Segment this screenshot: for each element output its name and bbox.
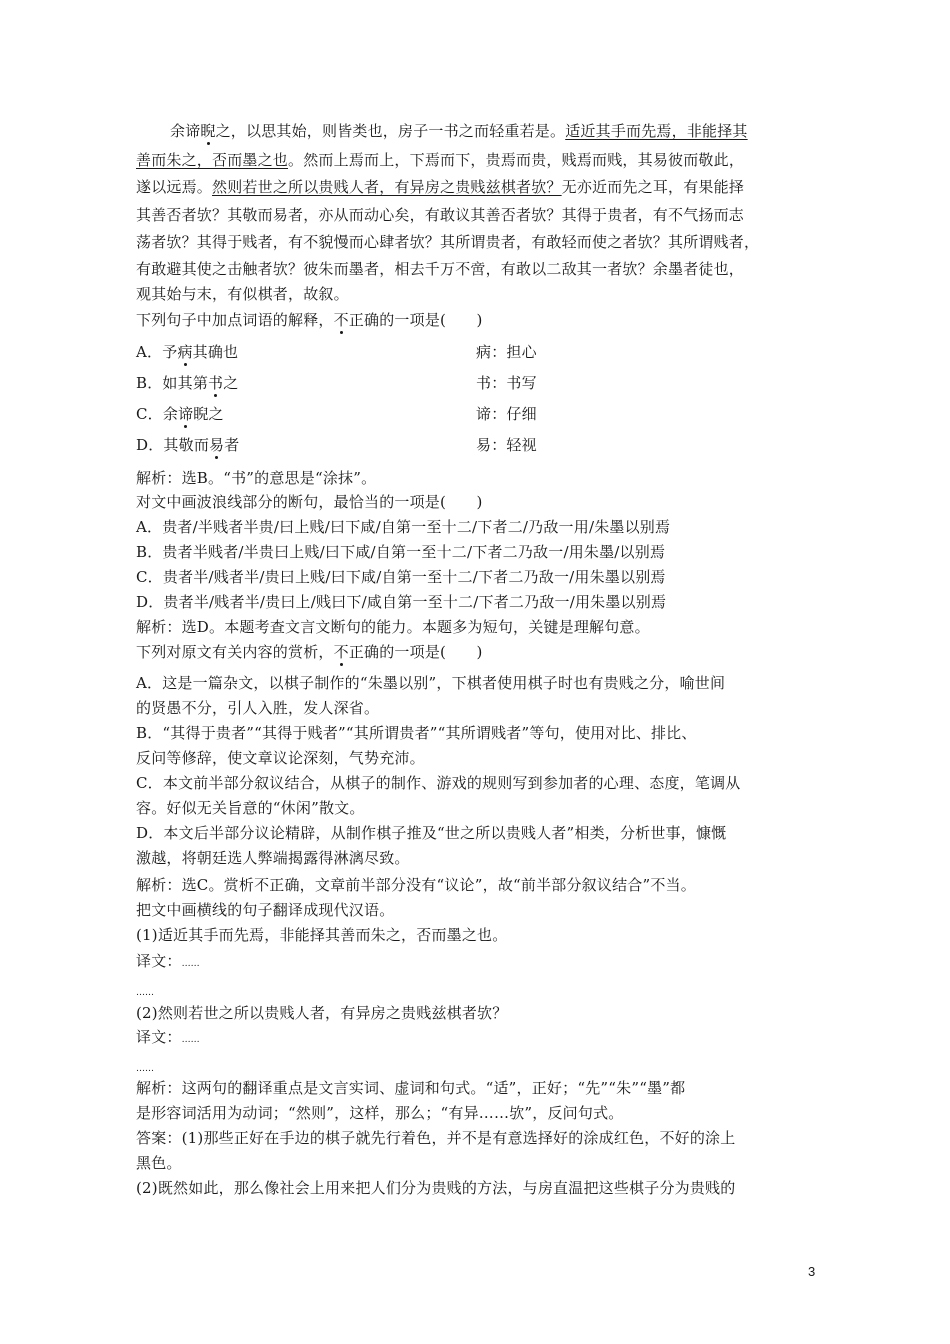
question-1-option-c	[136, 402, 818, 426]
option-label: A．予	[136, 343, 178, 361]
question-2-option-b: B．贵者半贱者/半贵曰上贱/曰下咸/自第一至十二/下者二乃敌一/用朱墨/以别焉	[136, 543, 666, 561]
text: 。然而上焉而上，下焉而下，贵焉而贵，贱焉而贱，其易彼而敬此，	[288, 151, 745, 169]
passage-line: 荡者欤？其得于贱者，有不貌慢而心肆者欤？其所谓贵者，有敢轻而使之者欤？其所谓贱者，	[136, 233, 760, 251]
translation-label: 译文：	[136, 1028, 182, 1046]
text: 其确也	[192, 343, 239, 361]
translation-2	[136, 1025, 818, 1052]
page-number: 3	[808, 1264, 816, 1279]
question-2-option-c: C．贵者半/贱者半/贵曰上贱/曰下咸/自第一至十二/下者二乃敌一/用朱墨以别焉	[136, 568, 666, 586]
answer-blank[interactable]: ……	[136, 988, 154, 998]
question-4-answer: (2)既然如此，那么像社会上用来把人们分为贵贱的方法，与房直温把这些棋子分为贵贱的	[136, 1179, 736, 1197]
text: 下列对原文有关内容的赏析，	[136, 643, 334, 661]
question-3-option-line: A．这是一篇杂文，以棋子制作的“朱墨以别”，下棋者使用棋子时也有贵贱之分，喻世间	[136, 674, 726, 692]
question-2-stem: 对文中画波浪线部分的断句，最恰当的一项是( )	[136, 493, 483, 511]
text: 睨之	[193, 405, 224, 423]
sentence-2: (2)然则若世之所以贵贱人者，有异房之贵贱兹棋者欤？	[136, 1004, 508, 1022]
option-gloss: 谛：仔细	[476, 405, 537, 423]
question-3-stem	[136, 640, 818, 664]
passage-line: 观其始与末，有似棋者，故叙。	[136, 285, 349, 303]
text: 者	[224, 436, 240, 454]
text: 之	[223, 374, 239, 392]
question-4-analysis: 解析：这两句的翻译重点是文言实词、虚词和句式。“适”，正好；“先”“朱”“墨”都	[136, 1079, 686, 1097]
answer-blank[interactable]: ……	[136, 1064, 154, 1074]
text: 无亦近而先之耳，有果能择	[561, 178, 745, 196]
text: 遂以远焉。	[136, 178, 213, 196]
text: 之，以思其始，则皆类也，房子一书之而轻重若是。	[215, 122, 566, 140]
translation-label: 译文：	[136, 952, 182, 970]
dotted-char: 谛	[178, 405, 194, 423]
text: 下列句子中加点词语的解释，	[136, 311, 334, 329]
option-gloss: 易：轻视	[476, 436, 537, 454]
dotted-char: 不	[333, 643, 349, 661]
question-1-analysis: 解析：选B。“书”的意思是“涂抹”。	[136, 469, 377, 487]
passage-line: 其善否者欤？其敬而易者，亦从而动心矣，有敢议其善否者欤？其得于贵者，有不气扬而志	[136, 206, 745, 224]
question-1-option-a	[136, 340, 818, 364]
dotted-char: 书	[208, 374, 224, 392]
question-1-option-d	[136, 433, 818, 457]
question-1-stem	[136, 308, 818, 332]
option-gloss: 书：书写	[476, 374, 537, 392]
underlined-sentence: 然则若世之所以贵贱人者，有异房之贵贱兹棋者欤？	[212, 178, 562, 196]
question-1-option-b	[136, 371, 818, 395]
question-2-option-a: A．贵者/半贱者半贵/曰上贱/曰下咸/自第一至十二/下者二/乃敌一用/朱墨以别焉	[136, 518, 671, 536]
option-label: B．如其第	[136, 374, 209, 392]
underlined-sentence: 善而朱之，否而墨之也	[136, 151, 289, 169]
question-3-option-line: C．本文前半部分叙议结合，从棋子的制作、游戏的规则写到参加者的心理、态度，笔调从	[136, 774, 741, 792]
question-3-option-line: 激越，将朝廷选人弊端揭露得淋漓尽致。	[136, 849, 410, 867]
text: 正确的一项是( )	[348, 311, 483, 329]
question-3-option-line: 的贤愚不分，引人入胜，发人深省。	[136, 699, 380, 717]
dotted-char: 病	[177, 343, 193, 361]
question-2-option-d: D．贵者半/贱者半/贵曰上/贱曰下/咸自第一至十二/下者二乃敌一/用朱墨以别焉	[136, 593, 667, 611]
option-label: D．其敬而	[136, 436, 210, 454]
question-4-stem: 把文中画横线的句子翻译成现代汉语。	[136, 901, 395, 919]
text: 正确的一项是( )	[348, 643, 483, 661]
dotted-char: 不	[333, 311, 349, 329]
question-4-answer: 答案：(1)那些正好在手边的棋子就先行着色，并不是有意选择好的涂成红色，不好的涂上	[136, 1129, 736, 1147]
passage-line: 有敢避其使之击触者欤？彼朱而墨者，相去千万不啻，有敢以二敌其一者欤？余墨者徒也，	[136, 260, 745, 278]
text: 余谛	[170, 122, 201, 140]
question-4-answer: 黑色。	[136, 1154, 182, 1172]
question-3-option-line: D．本文后半部分议论精辟，从制作棋子推及“世之所以贵贱人者”相类，分析世事，慷慨	[136, 824, 727, 842]
translation-1	[136, 949, 818, 976]
passage-line	[136, 148, 818, 172]
dotted-char: 睨	[200, 122, 216, 140]
question-4-analysis: 是形容词活用为动词；“然则”，这样，那么；“有异……欤”，反问句式。	[136, 1104, 624, 1122]
option-gloss: 病：担心	[476, 343, 537, 361]
dotted-char: 易	[209, 436, 225, 454]
answer-blank[interactable]: ……	[181, 959, 200, 969]
option-label: C．余	[136, 405, 179, 423]
question-3-option-line: 反问等修辞，使文章议论深刻，气势充沛。	[136, 749, 425, 767]
answer-blank[interactable]: ……	[181, 1035, 200, 1045]
underlined-sentence: 适近其手而先焉，非能择其	[565, 122, 748, 140]
passage-line	[136, 175, 818, 199]
passage-line	[170, 119, 818, 143]
question-3-option-line: 容。好似无关旨意的“休闲”散文。	[136, 799, 365, 817]
question-3-option-line: B．“其得于贵者”“其得于贱者”“其所谓贵者”“其所谓贱者”等句，使用对比、排比、	[136, 724, 697, 742]
sentence-1: (1)适近其手而先焉，非能择其善而朱之，否而墨之也。	[136, 926, 508, 944]
question-2-analysis: 解析：选D。本题考查文言文断句的能力。本题多为短句，关键是理解句意。	[136, 618, 650, 636]
question-3-analysis: 解析：选C。赏析不正确，文章前半部分没有“议论”，故“前半部分叙议结合”不当。	[136, 876, 696, 894]
